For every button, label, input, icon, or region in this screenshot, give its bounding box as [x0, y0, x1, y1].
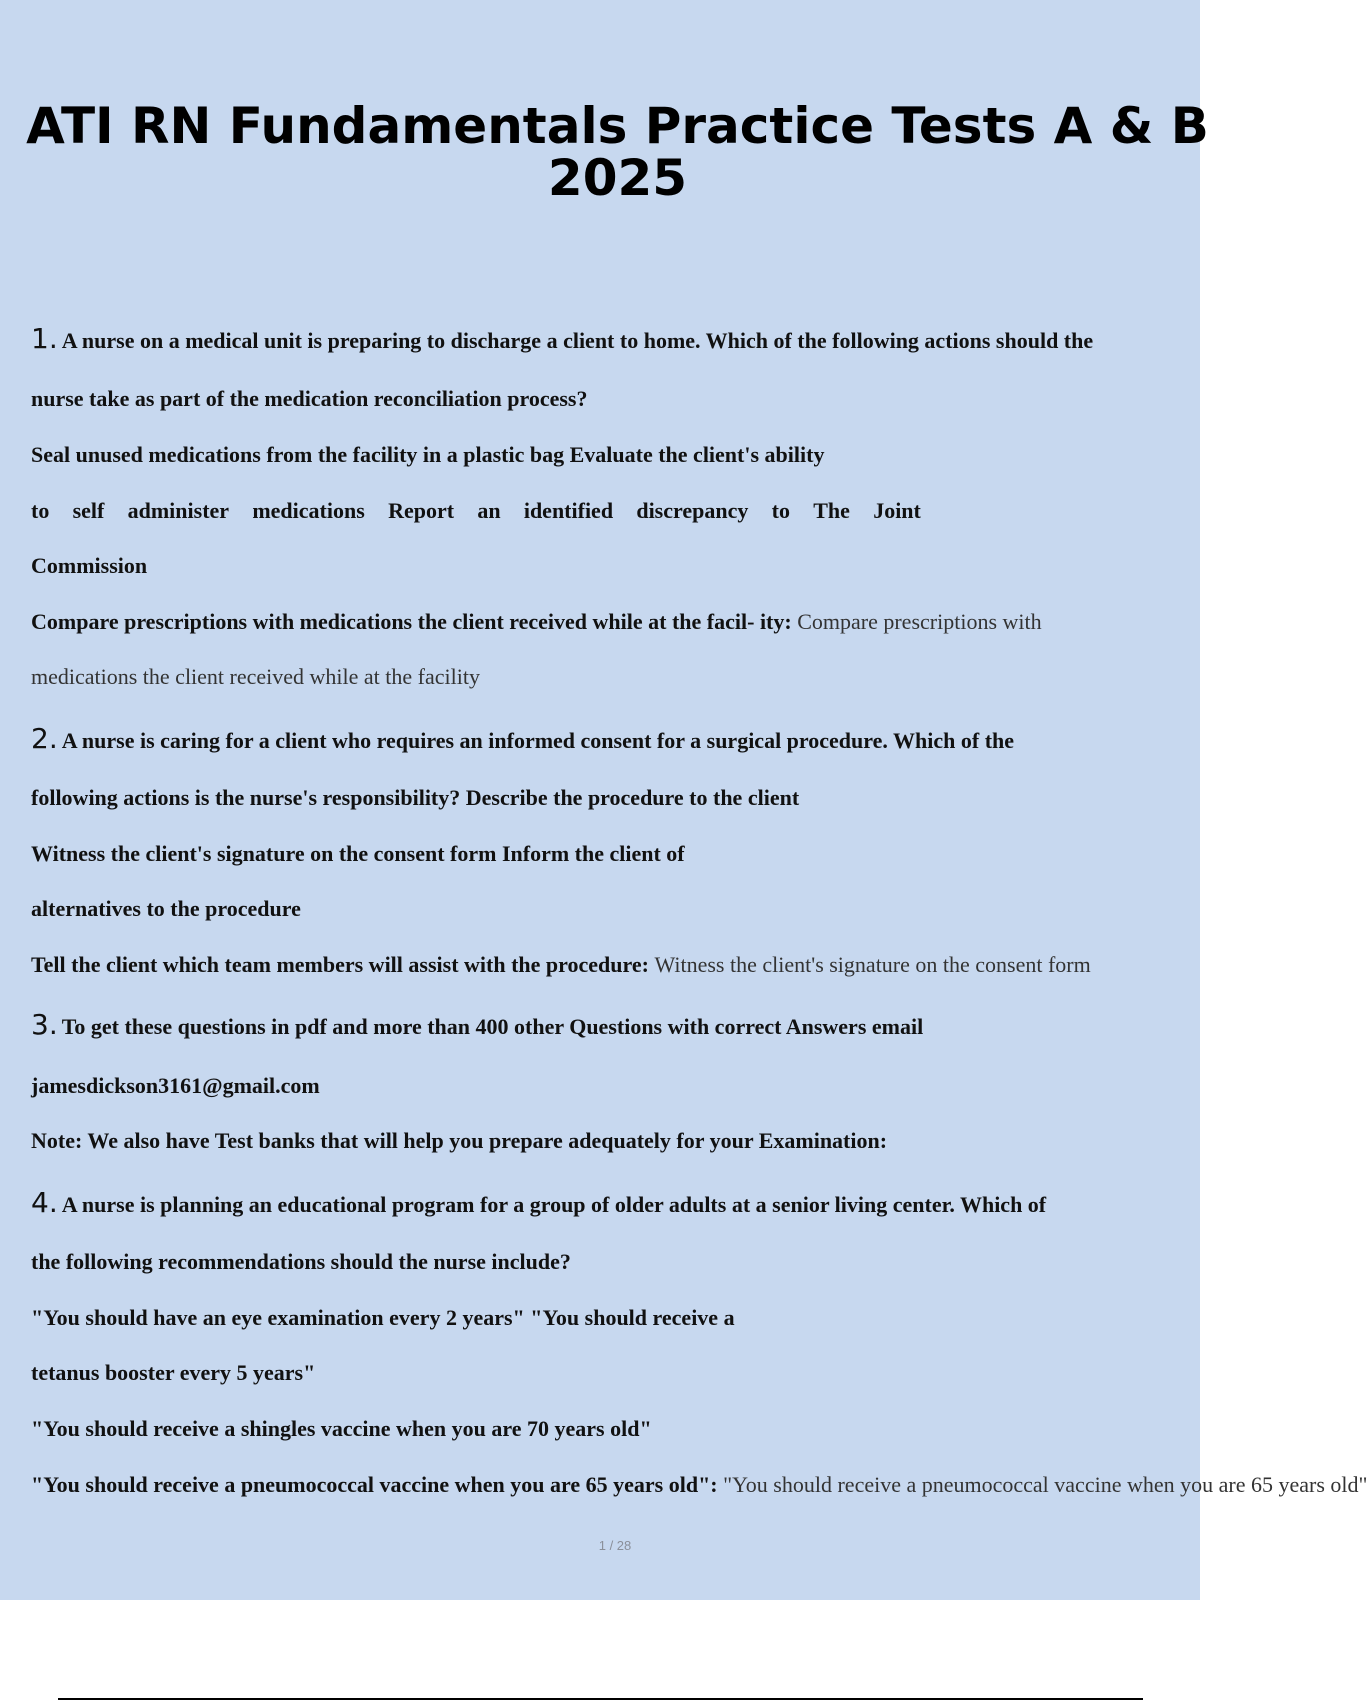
q3-stem-text-1: To get these questions in pdf and more than 400 other Questions with correct Answers email [61, 1014, 924, 1039]
q4-answer: "You should receive a pneumococcal vaccine when you are 65 years old" [723, 1472, 1367, 1497]
q3-note: Note: We also have Test banks that will help you prepare adequately for your Examination: [31, 1128, 888, 1153]
q1-option-word: to [771, 498, 790, 523]
q2-number: 2. [31, 722, 58, 755]
q2-option-line-1: Witness the client's signature on the consent form Inform the client of [31, 841, 685, 866]
q4-stem-line-1 [31, 1186, 1047, 1219]
q1-option-word: an [477, 498, 501, 523]
q1-option-text-4: Compare prescriptions with medications the client received while at the facil- ity: [31, 609, 792, 634]
q4-stem-line-2: the following recommendations should the nurse include? [31, 1249, 571, 1274]
q2-stem-line-2: following actions is the nurse's responsibility? Describe the procedure to the client [31, 785, 800, 810]
q4-option-line-4 [31, 1471, 1367, 1499]
q3-stem-line-1 [31, 1008, 924, 1041]
q1-answer: Compare prescriptions with [797, 609, 1042, 634]
q1-stem-text-1: A nurse on a medical unit is preparing to discharge a client to home. Which of the following actions should the [61, 328, 1094, 353]
page-indicator: 1 / 28 [598, 1538, 632, 1553]
q1-option-word: Joint [873, 498, 921, 523]
q4-number: 4. [31, 1186, 58, 1219]
q1-option-word: to [31, 498, 50, 523]
q4-option-text-4: "You should receive a pneumococcal vaccine when you are 65 years old": [31, 1472, 718, 1497]
q3-number: 3. [31, 1008, 58, 1041]
q1-option-word: Report [388, 498, 455, 523]
q1-option-line-2 [31, 497, 921, 525]
q1-option-word: self [72, 498, 105, 523]
q4-stem-text-1: A nurse is planning an educational program for a group of older adults at a senior living center. Which of [61, 1192, 1047, 1217]
q1-option-word: medications [252, 498, 365, 523]
title-line-2: 2025 [547, 149, 688, 207]
q2-stem-line-1 [31, 722, 1015, 755]
q1-option-word: discrepancy [636, 498, 749, 523]
q1-option-word: identified [523, 498, 614, 523]
q1-stem-line-1 [31, 322, 1094, 355]
q1-option-line-3: Commission [31, 553, 148, 578]
q2-option-text-3: Tell the client which team members will assist with the procedure: [31, 952, 649, 977]
q1-number: 1. [31, 322, 58, 355]
q1-option-line-1: Seal unused medications from the facility in a plastic bag Evaluate the client's ability [31, 442, 825, 467]
q2-answer: Witness the client's signature on the consent form [654, 952, 1091, 977]
q1-answer-continued: medications the client received while at the facility [31, 664, 480, 689]
q3-email: jamesdickson3161@gmail.com [31, 1073, 320, 1098]
q1-stem-line-2: nurse take as part of the medication reconciliation process? [31, 386, 588, 411]
q4-option-line-3: "You should receive a shingles vaccine when you are 70 years old" [31, 1416, 652, 1441]
document-title [0, 97, 1235, 207]
q4-option-line-2: tetanus booster every 5 years" [31, 1360, 316, 1385]
title-line-1: ATI RN Fundamentals Practice Tests A & B [26, 97, 1209, 155]
q2-option-line-2: alternatives to the procedure [31, 896, 301, 921]
q1-option-word: administer [127, 498, 230, 523]
q1-option-word: The [813, 498, 850, 523]
q1-option-line-4 [31, 608, 1042, 636]
q4-option-line-1: "You should have an eye examination every 2 years" "You should receive a [31, 1305, 735, 1330]
q2-stem-text-1: A nurse is caring for a client who requires an informed consent for a surgical procedure. Which of the [61, 728, 1015, 753]
q2-option-line-3 [31, 951, 1091, 979]
